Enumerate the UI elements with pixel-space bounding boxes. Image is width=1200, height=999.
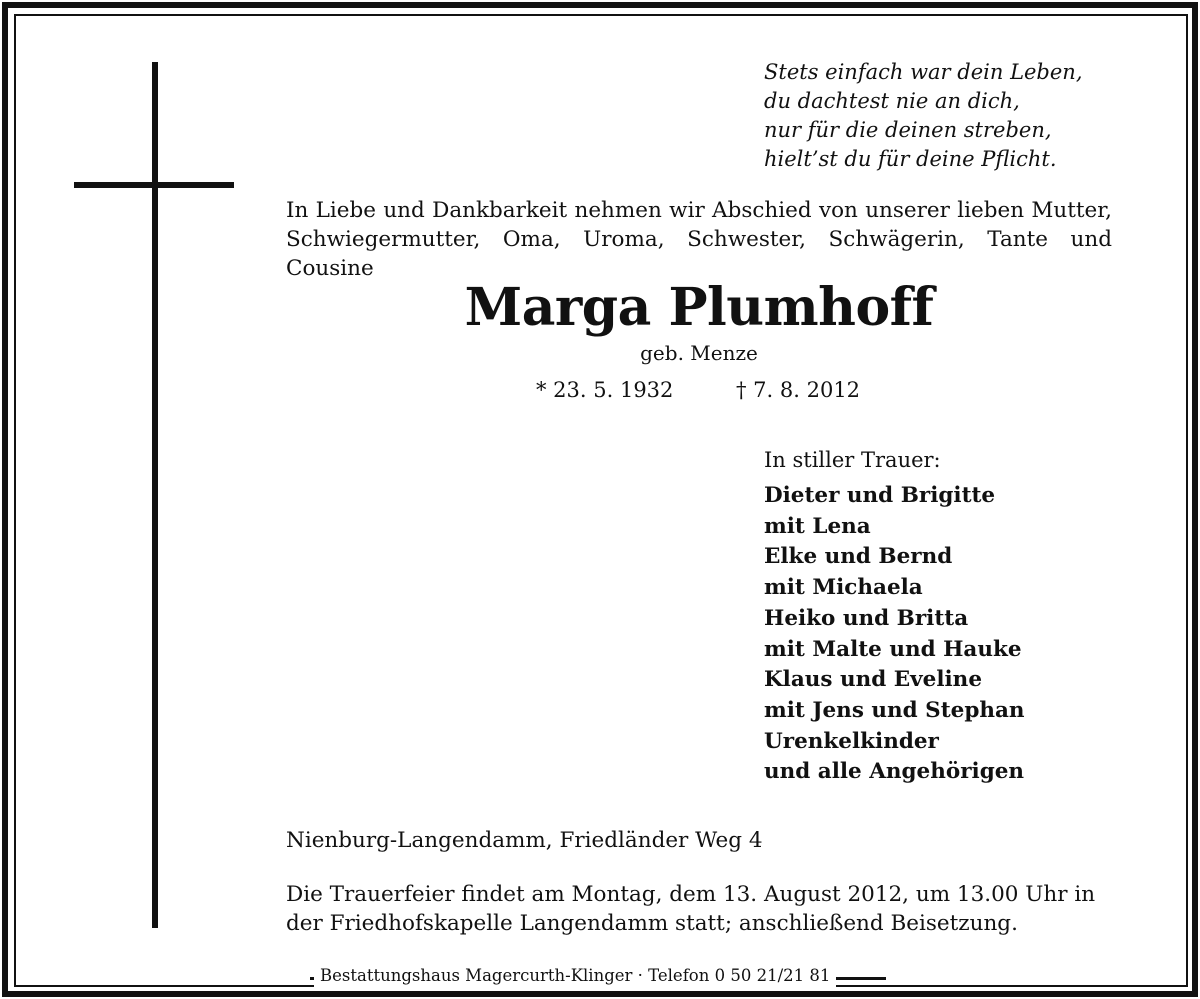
service-line: Die Trauerfeier findet am Montag, dem 13. August 2012, um 13.00 Uhr in (286, 882, 1096, 907)
birth-date: * 23. 5. 1932 (536, 378, 674, 402)
poem-line: du dachtest nie an dich, (764, 89, 1020, 113)
mourner-line: mit Michaela (764, 575, 923, 601)
mourner-line: Urenkelkinder (764, 728, 939, 754)
life-dates (536, 376, 860, 404)
mourner-line: Dieter und Brigitte (764, 483, 996, 508)
mourning-label: In stiller Trauer: (764, 448, 941, 472)
mourner-line: Klaus und Eveline (764, 667, 982, 693)
mourner-line: mit Malte und Hauke (764, 636, 1022, 662)
poem-line: Stets einfach war dein Leben, (764, 60, 1083, 84)
service-info (286, 880, 1095, 938)
poem (764, 58, 1083, 174)
maiden-name: geb. Menze (640, 341, 758, 365)
cross-vertical-bar (152, 62, 158, 928)
mourner-line: mit Jens und Stephan (764, 697, 1025, 723)
intro-text: In Liebe und Dankbarkeit nehmen wir Abschied von unserer lieben Mutter, Schwiegermutter, Oma, Uroma, Schwester, Schwägerin, Tante und Cousine (286, 198, 1112, 281)
mourner-line: Elke und Bernd (764, 544, 953, 570)
poem-line: hielt’st du für deine Pflicht. (764, 147, 1057, 171)
cross-horizontal-bar (74, 182, 234, 188)
poem-line: nur für die deinen streben, (764, 118, 1052, 142)
funeral-home-footer: Bestattungshaus Magercurth-Klinger · Telefon 0 50 21/21 81 (314, 965, 836, 987)
mourner-line: Heiko und Britta (764, 605, 969, 631)
mourner-line: und alle Angehörigen (764, 759, 1025, 785)
death-date: † 7. 8. 2012 (736, 378, 861, 402)
service-line: der Friedhofskapelle Langendamm statt; anschließend Beisetzung. (286, 911, 1018, 936)
deceased-name: Marga Plumhoff (464, 277, 934, 338)
address: Nienburg-Langendamm, Friedländer Weg 4 (286, 828, 763, 853)
mourner-line: mit Lena (764, 513, 871, 539)
mourners-list (764, 481, 1025, 788)
